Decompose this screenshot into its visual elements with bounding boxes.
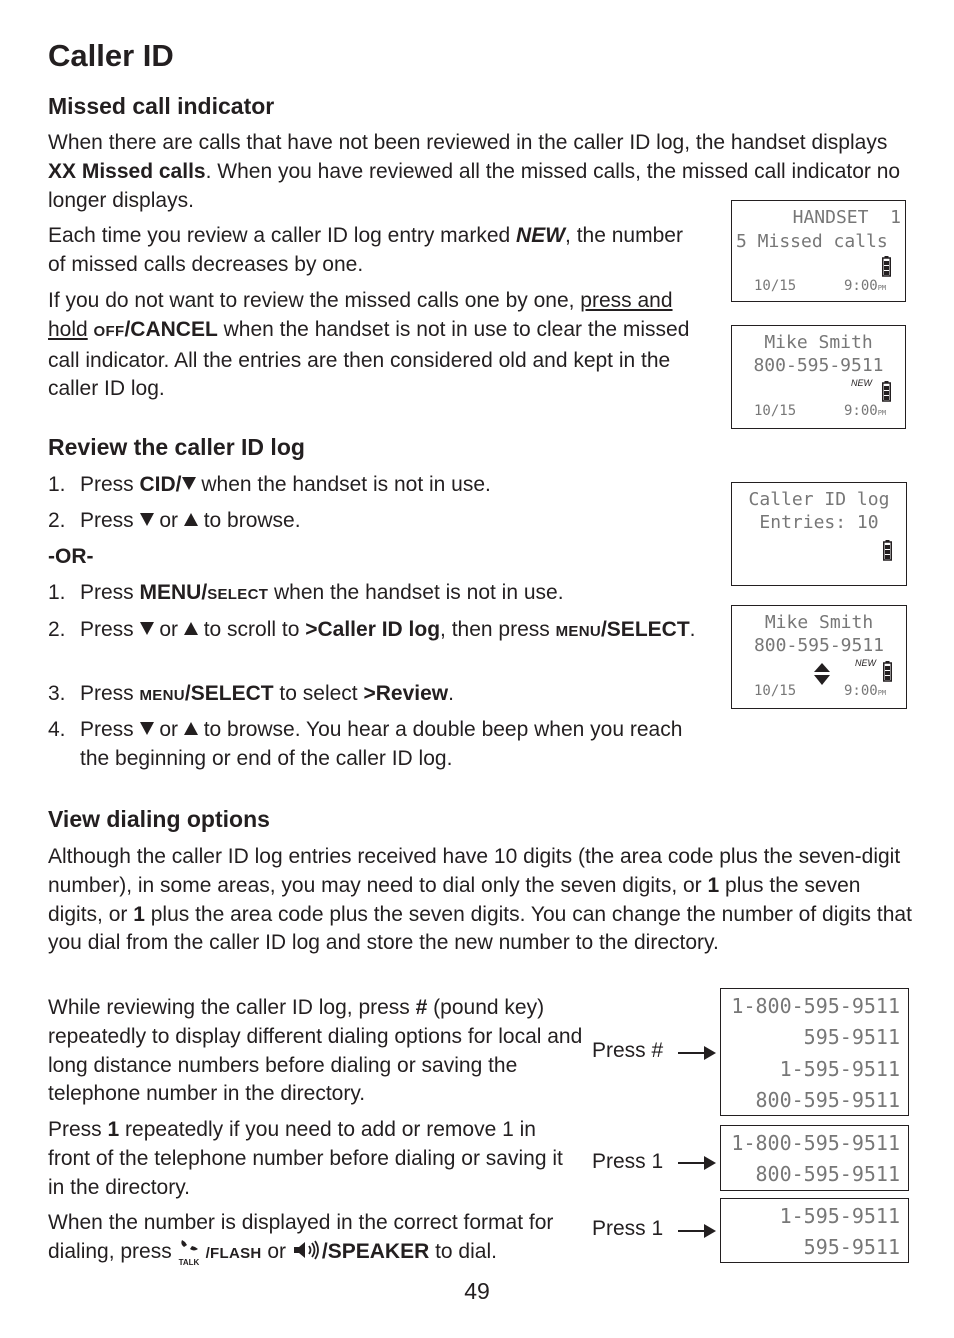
press-one-label: Press 1 [592,1150,664,1173]
down-arrow-icon [140,513,154,526]
new-badge: NEW [851,378,872,388]
scroll-updown-icon [814,663,830,685]
missed-paragraph-3: If you do not want to review the missed calls one by one, press and hold OFF/CANCEL when the handset is not in use to clear the missed call indicator. All the entries are then considered old and kept in the caller ID log. [48,289,690,401]
down-arrow-icon [140,722,154,735]
time-readout: 9:00PM [844,683,887,699]
handset-screen-caller-entry: Mike Smith 800-595-9511 NEW 10/15 9:00PM [731,325,906,429]
page-title: Caller ID [48,38,174,73]
battery-icon [882,256,891,277]
missed-paragraph-2: Each time you review a caller ID log entry marked NEW, the number of missed calls decreases by one. [48,224,683,276]
dialing-options-box-1: 1-800-595-9511 595-9511 1-595-9511 800-595-9511 [720,988,909,1116]
dialing-paragraph-2: While reviewing the caller ID log, press # (pound key) repeatedly to display different dialing options for local and long distance numbers before dialing or saving the telephone number in the directory. [48,996,583,1106]
up-arrow-icon [184,513,198,526]
section-heading-dialing: View dialing options [48,806,270,832]
press-one-label: Press 1 [592,1217,664,1240]
battery-icon [882,381,891,402]
time-readout: 9:00PM [844,278,887,294]
handset-screen-caller-browse: Mike Smith 800-595-9511 NEW 10/15 9:00PM [731,605,907,709]
handset-screen-caller-log: Caller ID log Entries: 10 [731,482,907,586]
arrow-right-icon [678,1230,714,1232]
dialing-paragraph-3: Press 1 repeatedly if you need to add or remove 1 in front of the telephone number before dialing or saving it in the directory. [48,1118,563,1199]
down-arrow-icon [182,477,196,490]
dialing-paragraph-4: When the number is displayed in the correct format for dialing, press TALK /FLASH or /SPEAKER to dial. [48,1211,554,1267]
battery-icon [883,661,892,682]
dialing-paragraph-1: Although the caller ID log entries received have 10 digits (the area code plus the seven-digit number), in some areas, you may need to dial only the seven digits, or 1 plus the seven digits, or 1 plus the area code plus the seven digits. You can change the number of digits that you dial from the caller ID log and store the new number to the directory. [48,845,912,955]
dialing-options-box-3: 1-595-9511 595-9511 [720,1198,909,1263]
handset-screen-missed-calls: HANDSET 1 5 Missed calls 10/15 9:00PM [731,200,906,302]
speaker-icon [292,1240,322,1260]
section-heading-review: Review the caller ID log [48,434,305,460]
or-separator: -OR- [48,545,94,568]
press-hash-label: Press # [592,1039,664,1062]
arrow-right-icon [678,1162,714,1164]
talk-key-icon: TALK [178,1240,206,1260]
dialing-options-box-2: 1-800-595-9511 800-595-9511 [720,1125,909,1191]
down-arrow-icon [140,622,154,635]
missed-paragraph-1: When there are calls that have not been reviewed in the caller ID log, the handset displays XX Missed calls. When you have reviewed all the missed calls, the missed call indicator no longer displays. [48,131,901,212]
up-arrow-icon [184,722,198,735]
section-heading-missed: Missed call indicator [48,93,275,119]
new-badge: NEW [855,658,876,668]
arrow-right-icon [678,1052,714,1054]
page-number: 49 [464,1278,490,1304]
time-readout: 9:00PM [844,403,887,419]
up-arrow-icon [184,622,198,635]
battery-icon [883,540,892,561]
